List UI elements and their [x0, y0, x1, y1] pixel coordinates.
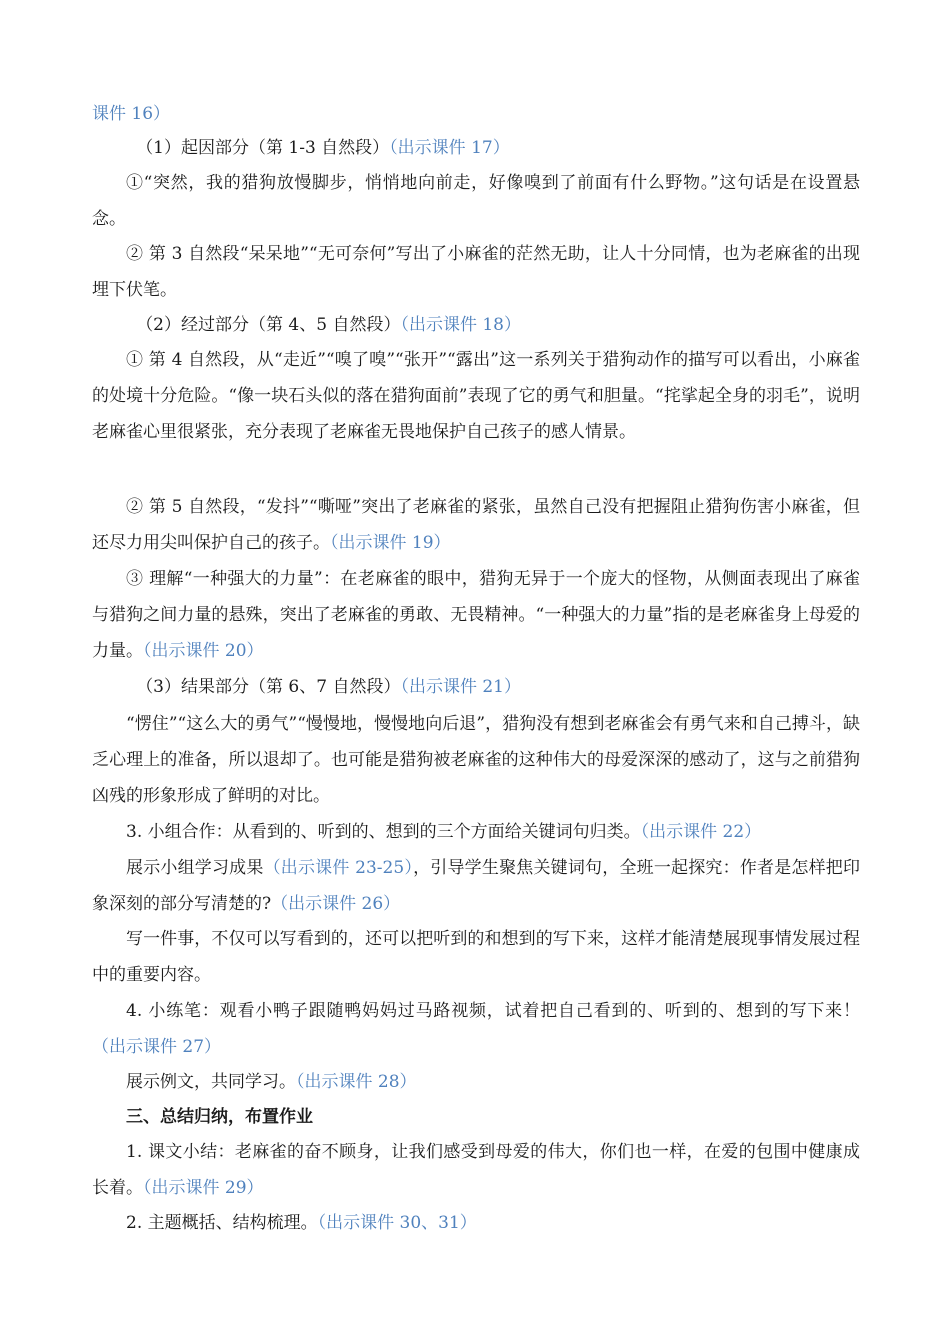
- paragraph-text: “愣住”“这么大的勇气”“慢慢地，慢慢地向后退”，猎狗没有想到老麻雀会有勇气来和自己搏斗，缺乏心理上的准备，所以退却了。也可能是猎狗被老麻雀的这种伟大的母爱深深的感动了，这与之前猎狗凶残的形象形成了鲜明的对比。: [92, 714, 860, 806]
- paragraph-text: 4. 小练笔：观看小鸭子跟随鸭妈妈过马路视频，试着把自己看到的、听到的、想到的写下来！: [126, 1001, 860, 1021]
- paragraph-writing-tip: [92, 921, 860, 993]
- paragraph-group-results: [92, 850, 860, 922]
- paragraph-structure: [92, 1205, 860, 1241]
- paragraph-group-work: [92, 814, 860, 850]
- paragraph-practice: [92, 993, 860, 1065]
- courseware-reference: （出示课件 17）: [389, 138, 510, 158]
- paragraph-text: （1）起因部分（第 1-3 自然段）: [136, 138, 390, 158]
- heading-text: 三、总结归纳，布置作业: [126, 1107, 313, 1127]
- paragraph-example: [92, 1064, 860, 1100]
- paragraph-text: ，引导学生聚焦关键词句，全班一起探究：作者是怎样把印象深刻的部分写清楚的?: [92, 858, 861, 914]
- paragraph-text: ② 第 3 自然段“呆呆地”“无可奈何”写出了小麻雀的茫然无助，让人十分同情，也为老麻雀的出现埋下伏笔。: [92, 244, 860, 300]
- paragraph-text: 写一件事，不仅可以写看到的，还可以把听到的和想到的写下来，这样才能清楚展现事情发展过程中的重要内容。: [92, 929, 860, 985]
- courseware-reference: （出示课件 21）: [400, 677, 521, 697]
- courseware-reference: （出示课件 26）: [271, 894, 401, 914]
- courseware-reference: （出示课件 28）: [296, 1072, 417, 1092]
- paragraph-text: 展示小组学习成果: [126, 858, 264, 878]
- paragraph-process-3: [92, 561, 860, 669]
- courseware-reference: （出示课件 30、31）: [317, 1213, 477, 1233]
- paragraph-result: [92, 706, 860, 814]
- courseware-reference: （出示课件 29）: [143, 1178, 264, 1198]
- subheading-process: [92, 307, 860, 343]
- paragraph-continuation: [92, 96, 860, 132]
- courseware-reference: （出示课件 22）: [640, 822, 762, 842]
- paragraph-text: （3）结果部分（第 6、7 自然段）: [136, 677, 401, 697]
- courseware-reference: （出示课件 20）: [143, 641, 264, 661]
- courseware-reference: （出示课件 19）: [330, 533, 451, 553]
- paragraph-process-1: [92, 342, 860, 450]
- courseware-reference: （出示课件 27）: [92, 1037, 222, 1057]
- paragraph-text: 展示例文，共同学习。: [126, 1072, 296, 1092]
- paragraph-cause-1: [92, 165, 860, 237]
- subheading-result: [92, 669, 860, 705]
- courseware-reference: （出示课件 18）: [400, 315, 521, 335]
- paragraph-text: （2）经过部分（第 4、5 自然段）: [136, 315, 401, 335]
- paragraph-process-2: [92, 489, 860, 561]
- section-heading-summary: [92, 1099, 860, 1135]
- subheading-cause: [92, 130, 860, 166]
- paragraph-lesson-summary: [92, 1134, 860, 1206]
- paragraph-text: 2. 主题概括、结构梳理。: [126, 1213, 318, 1233]
- paragraph-cause-2: [92, 236, 860, 308]
- paragraph-text: 1. 课文小结：老麻雀的奋不顾身，让我们感受到母爱的伟大，你们也一样，在爱的包围中健康成长着。: [92, 1142, 860, 1198]
- courseware-reference: （出示课件 23-25）: [263, 858, 414, 878]
- paragraph-text: 3. 小组合作：从看到的、听到的、想到的三个方面给关键词句归类。: [126, 822, 641, 842]
- courseware-reference: 课件 16）: [92, 104, 171, 124]
- paragraph-text: ①“突然，我的猎狗放慢脚步，悄悄地向前走，好像嗅到了前面有什么野物。”这句话是在设置悬念。: [92, 173, 860, 229]
- paragraph-text: ① 第 4 自然段，从“走近”“嗅了嗅”“张开”“露出”这一系列关于猎狗动作的描写可以看出，小麻雀的处境十分危险。“像一块石头似的落在猎狗面前”表现了它的勇气和胆量。“挓挲起全身的羽毛”，说明老麻雀心里很紧张，充分表现了老麻雀无畏地保护自己孩子的感人情景。: [92, 350, 860, 442]
- paragraph-text: ② 第 5 自然段，“发抖”“嘶哑”突出了老麻雀的紧张，虽然自己没有把握阻止猎狗伤害小麻雀，但还尽力用尖叫保护自己的孩子。: [92, 497, 860, 553]
- paragraph-text: ③ 理解“一种强大的力量”：在老麻雀的眼中，猎狗无异于一个庞大的怪物，从侧面表现出了麻雀与猎狗之间力量的悬殊，突出了老麻雀的勇敢、无畏精神。“一种强大的力量”指的是老麻雀身上母爱的力量。: [92, 569, 860, 661]
